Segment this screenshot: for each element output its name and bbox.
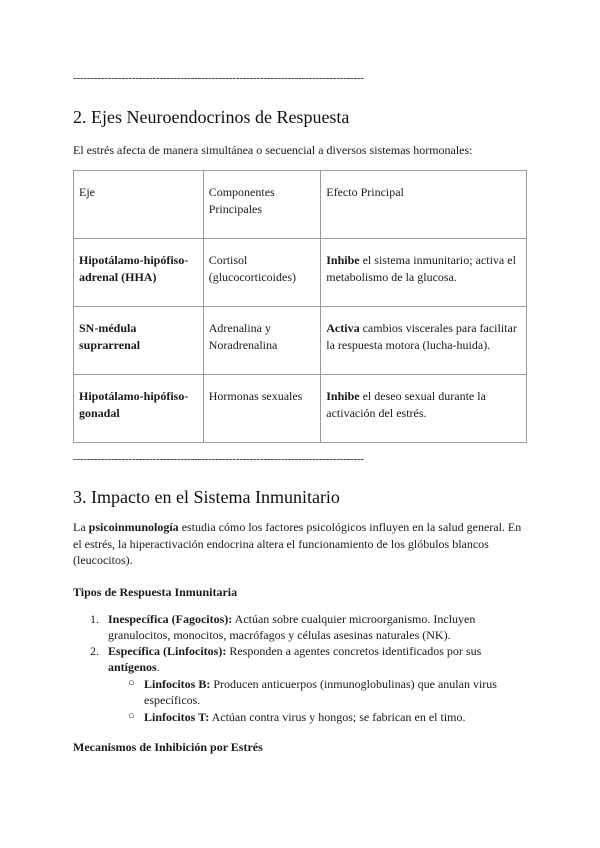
cell-efecto-text: el sistema inmunitario; activa el metabolismo de la glucosa. bbox=[326, 253, 516, 284]
cell-eje: Hipotálamo-hipófiso-gonadal bbox=[74, 375, 204, 443]
list-item-term: Inespecífica (Fagocitos): bbox=[108, 612, 233, 626]
cell-efecto bbox=[321, 239, 527, 307]
list-item-text-2: . bbox=[156, 660, 160, 674]
circle-bullet-icon: ○ bbox=[128, 677, 135, 689]
list-item-text: Responden a agentes concretos identificados por sus bbox=[226, 644, 482, 658]
paragraph-term: psicoinmunología bbox=[88, 520, 179, 534]
cell-efecto-verb: Activa bbox=[326, 321, 360, 335]
list-item bbox=[90, 643, 527, 675]
separator-rule: ------------------------------------------------------------------------------------ bbox=[73, 453, 364, 465]
sub-list-item-term: Linfocitos B: bbox=[144, 677, 211, 691]
paragraph-rest: estudia cómo los factores psicológicos influyen en la salud general. En el estrés, la hiperactivación endocrina altera el funcionamiento de los glóbulos blancos (leucocitos). bbox=[73, 520, 522, 567]
cell-componentes: Adrenalina y Noradrenalina bbox=[203, 307, 321, 375]
separator-rule: ------------------------------------------------------------------------------------ bbox=[73, 72, 364, 84]
cell-efecto bbox=[321, 307, 527, 375]
section-3-paragraph bbox=[73, 519, 527, 569]
sub-list-item-term: Linfocitos T: bbox=[144, 710, 210, 724]
cell-componentes: Hormonas sexuales bbox=[203, 375, 321, 443]
list-item-term: Específica (Linfocitos): bbox=[108, 644, 227, 658]
paragraph-start: La bbox=[73, 520, 89, 534]
list-number: 1. bbox=[90, 612, 99, 626]
list-item bbox=[90, 611, 527, 643]
list-item-text: Actúan sobre cualquier microorganismo. Incluyen granulocitos, monocitos, macrófagos y células asesinas naturales (NK). bbox=[108, 612, 476, 642]
header-componentes: Componentes Principales bbox=[203, 171, 321, 239]
section-2-intro: El estrés afecta de manera simultánea o secuencial a diversos sistemas hormonales: bbox=[73, 143, 473, 157]
table-row bbox=[74, 375, 527, 443]
sub-list-item-text: Producen anticuerpos (inmunoglobulinas) que anulan virus específicos. bbox=[144, 677, 497, 707]
cell-efecto-text: el deseo sexual durante la activación del estrés. bbox=[326, 389, 486, 420]
sub-list-item bbox=[128, 676, 527, 708]
header-efecto: Efecto Principal bbox=[321, 171, 527, 239]
list-item-term-2: antígenos bbox=[108, 660, 157, 674]
table-row bbox=[74, 307, 527, 375]
immune-types-subtitle: Tipos de Respuesta Inmunitaria bbox=[73, 585, 238, 599]
sub-list-item bbox=[128, 709, 527, 725]
cell-efecto-verb: Inhibe bbox=[326, 253, 360, 267]
inhibition-subtitle: Mecanismos de Inhibición por Estrés bbox=[73, 740, 263, 754]
cell-efecto-verb: Inhibe bbox=[326, 389, 360, 403]
header-eje: Eje bbox=[74, 171, 204, 239]
circle-bullet-icon: ○ bbox=[128, 710, 135, 722]
cell-efecto bbox=[321, 375, 527, 443]
sub-list-item-text: Actúan contra virus y hongos; se fabrican en el timo. bbox=[209, 710, 466, 724]
cell-efecto-text: cambios viscerales para facilitar la respuesta motora (lucha-huida). bbox=[326, 321, 517, 352]
list-number: 2. bbox=[90, 644, 99, 658]
table-row bbox=[74, 239, 527, 307]
section-3-title: 3. Impacto en el Sistema Inmunitario bbox=[73, 487, 340, 507]
table-header-row bbox=[74, 171, 527, 239]
cell-eje: SN-médula suprarrenal bbox=[74, 307, 204, 375]
axes-table bbox=[73, 170, 527, 443]
cell-componentes: Cortisol (glucocorticoides) bbox=[203, 239, 321, 307]
cell-eje: Hipotálamo-hipófiso-adrenal (HHA) bbox=[74, 239, 204, 307]
section-2-title: 2. Ejes Neuroendocrinos de Respuesta bbox=[73, 107, 350, 127]
